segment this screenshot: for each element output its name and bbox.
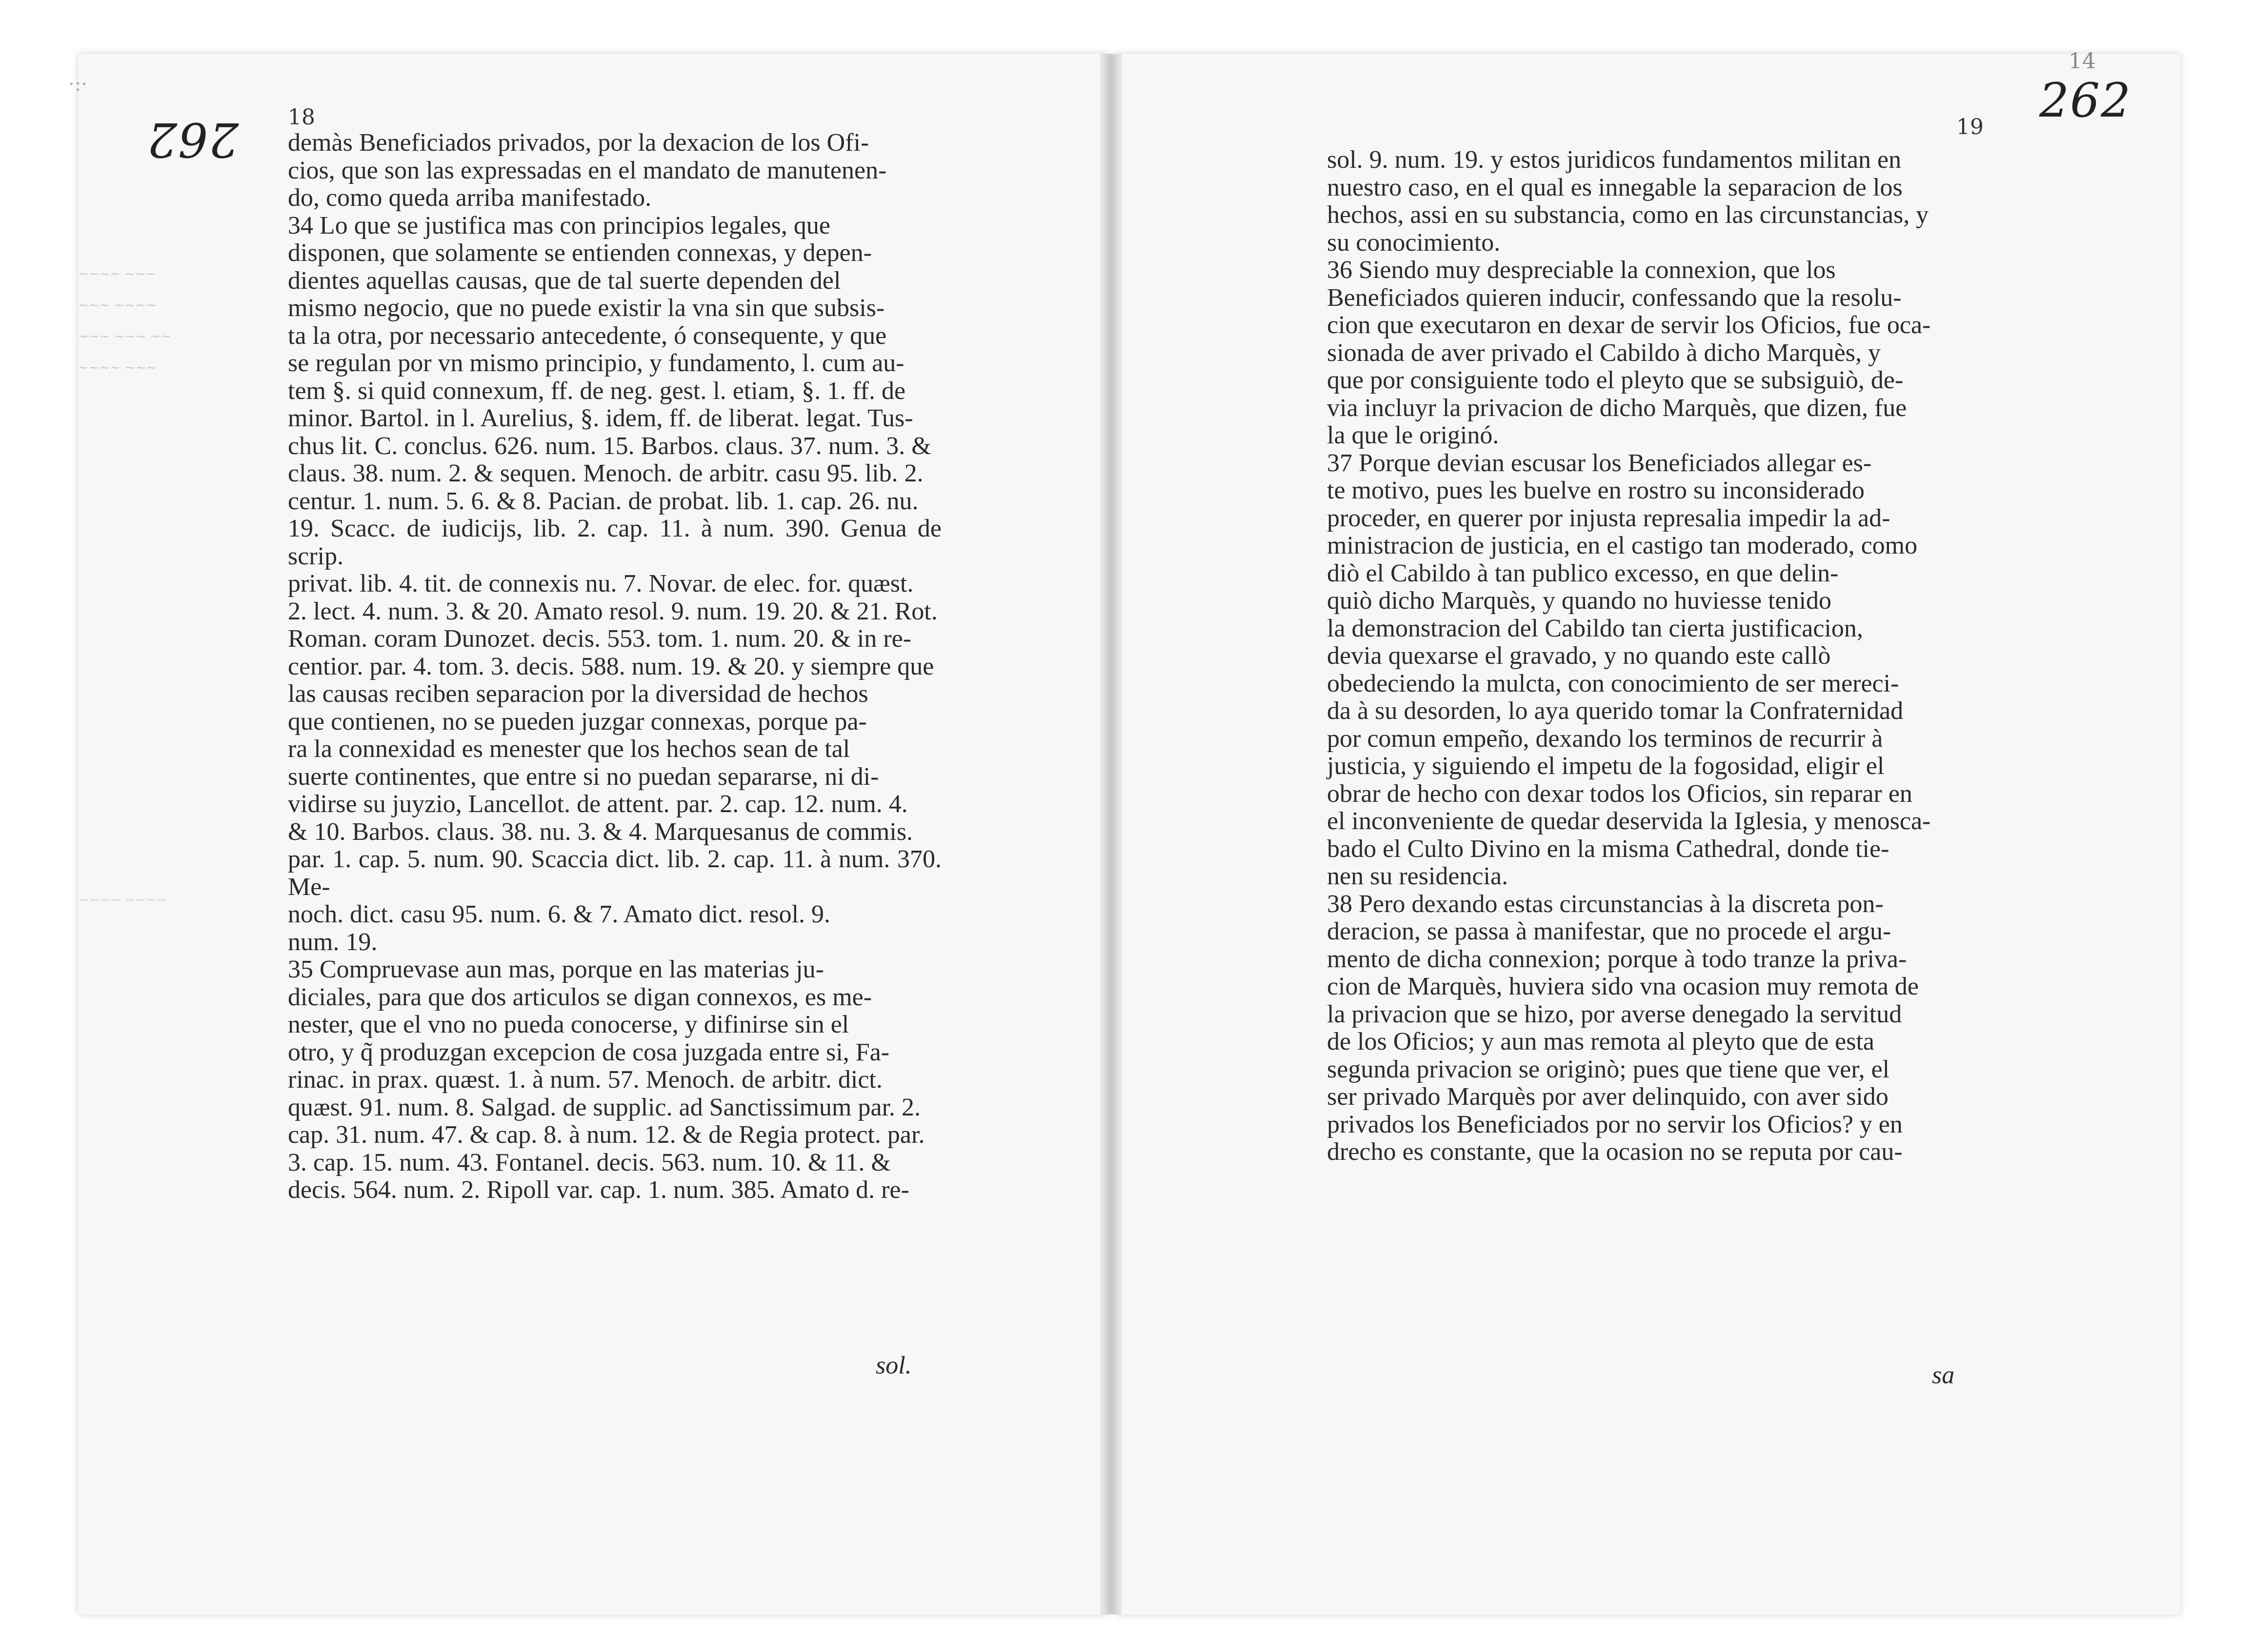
handwritten-folio-left: 262 xyxy=(146,112,239,167)
text-line: mento de dicha connexion; porque à todo tranze la priva- xyxy=(1327,945,1907,973)
text-line: nester, que el vno no pueda conocerse, y difinirse sin el xyxy=(288,1011,849,1038)
text-line: devia quexarse el gravado, y no quando este callò xyxy=(1327,642,1831,670)
text-line: otro, y q̃ produzgan excepcion de cosa juzgada entre si, Fa- xyxy=(288,1038,890,1066)
text-line: quæst. 91. num. 8. Salgad. de supplic. ad Sanctissimum par. 2. xyxy=(288,1093,921,1121)
text-line: suerte continentes, que entre si no puedan separarse, ni di- xyxy=(288,762,879,791)
text-line: privados los Beneficiados por no servir los Oficios? y en xyxy=(1327,1110,1903,1138)
text-line: minor. Bartol. in l. Aurelius, §. idem, ff. de liberat. legat. Tus- xyxy=(288,404,913,432)
text-line: mismo negocio, que no puede existir la vna sin que subsis- xyxy=(288,294,885,322)
text-line: te motivo, pues les buelve en rostro su inconsiderado xyxy=(1327,477,1865,504)
text-line: deracion, se passa à manifestar, que no procede el argu- xyxy=(1327,917,1891,945)
text-line: decis. 564. num. 2. Ripoll var. cap. 1. num. 385. Amato d. re- xyxy=(288,1176,909,1204)
text-line: la privacion que se hizo, por averse denegado la servitud xyxy=(1327,1000,1902,1028)
text-line: cap. 31. num. 47. & cap. 8. à num. 12. & de Regia protect. par. xyxy=(288,1121,925,1149)
text-line: por comun empeño, dexando los terminos de recurrir à xyxy=(1327,724,1883,753)
page-number-right: 19 xyxy=(1956,115,1984,139)
text-line: ra la connexidad es menester que los hechos sean de tal xyxy=(288,735,850,763)
corner-smudge: ·:· xyxy=(68,73,87,96)
text-line: da à su desorden, lo aya querido tomar la Confraternidad xyxy=(1327,697,1904,725)
text-line: demàs Beneficiados privados, por la dexacion de los Ofi- xyxy=(288,129,869,157)
text-line: ta la otra, por necessario antecedente, ó consequente, y que xyxy=(288,321,887,350)
catchword-right: sa xyxy=(1932,1361,1955,1389)
text-line: centur. 1. num. 5. 6. & 8. Pacian. de probat. lib. 1. cap. 26. nu. xyxy=(288,487,919,515)
text-line: 19. Scacc. de iudicijs, lib. 2. cap. 11. à num. 390. Genua de scrip. xyxy=(288,515,942,570)
text-line: 35 Compruevase aun mas, porque en las materias ju- xyxy=(288,955,824,983)
text-line: 38 Pero dexando estas circunstancias à la discreta pon- xyxy=(1327,890,1884,918)
text-line: hechos, assi en su substancia, como en las circunstancias, y xyxy=(1327,201,1929,229)
text-line: que por consiguiente todo el pleyto que se subsiguiò, de- xyxy=(1327,366,1904,394)
text-line: vidirse su juyzio, Lancellot. de attent. par. 2. cap. 12. num. 4. xyxy=(288,790,908,818)
text-line: rinac. in prax. quæst. 1. à num. 57. Menoch. de arbitr. dict. xyxy=(288,1066,883,1094)
text-line: par. 1. cap. 5. num. 90. Scaccia dict. lib. 2. cap. 11. à num. 370. Me- xyxy=(288,845,942,901)
text-line: la que le originó. xyxy=(1327,421,1499,449)
text-line: de los Oficios; y aun mas remota al pleyto que de esta xyxy=(1327,1028,1875,1055)
faded-marginalia-lower: ~~~~ ~~~~ xyxy=(78,893,167,907)
text-line: diò el Cabildo à tan publico excesso, en que delin- xyxy=(1327,559,1839,587)
text-line: proceder, en querer por injusta represalia impedir la ad- xyxy=(1327,504,1890,532)
text-line: privat. lib. 4. tit. de connexis nu. 7. Novar. de elec. for. quæst. xyxy=(288,570,914,597)
text-line: 34 Lo que se justifica mas con principios legales, que xyxy=(288,211,830,239)
text-line: 2. lect. 4. num. 3. & 20. Amato resol. 9. num. 19. 20. & 21. Rot. xyxy=(288,597,938,625)
text-line: sionada de aver privado el Cabildo à dicho Marquès, y xyxy=(1327,338,1881,367)
text-line: nen su residencia. xyxy=(1327,862,1508,890)
text-line: cion que executaron en dexar de servir los Oficios, fue oca- xyxy=(1327,311,1931,339)
text-line: 3. cap. 15. num. 43. Fontanel. decis. 563. num. 10. & 11. & xyxy=(288,1148,891,1176)
text-line: disponen, que solamente se entienden connexas, y depen- xyxy=(288,239,872,267)
text-line: 36 Siendo muy despreciable la connexion, que los xyxy=(1327,256,1836,284)
text-line: noch. dict. casu 95. num. 6. & 7. Amato dict. resol. 9. xyxy=(288,900,831,928)
text-line: num. 19. xyxy=(288,928,378,956)
text-line: cios, que son las expressadas en el mandato de manutenen- xyxy=(288,156,887,184)
text-line: claus. 38. num. 2. & sequen. Menoch. de arbitr. casu 95. lib. 2. xyxy=(288,459,924,487)
text-line: Roman. coram Dunozet. decis. 553. tom. 1. num. 20. & in re- xyxy=(288,625,912,653)
text-line: dientes aquellas causas, que de tal suerte dependen del xyxy=(288,266,841,295)
right-page-text xyxy=(1327,146,1983,1166)
text-line: chus lit. C. conclus. 626. num. 15. Barbos. claus. 37. num. 3. & xyxy=(288,432,931,460)
text-line: sol. 9. num. 19. y estos juridicos fundamentos militan en xyxy=(1327,146,1902,174)
text-line: obedeciendo la mulcta, con conocimiento de ser mereci- xyxy=(1327,669,1899,697)
text-line: nuestro caso, en el qual es innegable la separacion de los xyxy=(1327,173,1903,201)
handwritten-folio-right: 262 xyxy=(2039,73,2132,128)
text-line: tem §. si quid connexum, ff. de neg. gest. l. etiam, §. 1. ff. de xyxy=(288,377,906,405)
text-line: se regulan por vn mismo principio, y fundamento, l. cum au- xyxy=(288,349,904,377)
text-line: do, como queda arriba manifestado. xyxy=(288,184,652,212)
book-gutter xyxy=(1100,54,1122,1614)
text-line: quiò dicho Marquès, y quando no huviesse tenido xyxy=(1327,587,1832,615)
page-number-left: 18 xyxy=(288,105,315,130)
text-line: la demonstracion del Cabildo tan cierta justificacion, xyxy=(1327,614,1863,642)
text-line: el inconveniente de quedar deservida la Iglesia, y menosca- xyxy=(1327,807,1931,835)
text-line: obrar de hecho con dexar todos los Oficios, sin reparar en xyxy=(1327,779,1912,808)
catchword-left: sol. xyxy=(876,1352,912,1379)
text-line: centior. par. 4. tom. 3. decis. 588. num. 19. & 20. y siempre que xyxy=(288,652,934,680)
corner-mark: 14 xyxy=(2069,49,2096,74)
text-line: bado el Culto Divino en la misma Cathedral, donde tie- xyxy=(1327,835,1889,863)
text-line: drecho es constante, que la ocasion no se reputa por cau- xyxy=(1327,1138,1903,1166)
text-line: via incluyr la privacion de dicho Marquès, que dizen, fue xyxy=(1327,394,1907,422)
text-line: segunda privacion se originò; pues que tiene que ver, el xyxy=(1327,1055,1890,1083)
text-line: las causas reciben separacion por la diversidad de hechos xyxy=(288,680,868,708)
text-line: 37 Porque devian escusar los Beneficiados allegar es- xyxy=(1327,449,1872,477)
text-line: & 10. Barbos. claus. 38. nu. 3. & 4. Marquesanus de commis. xyxy=(288,817,913,846)
text-line: ser privado Marquès por aver delinquido, con aver sido xyxy=(1327,1083,1888,1111)
text-line: justicia, y siguiendo el impetu de la fogosidad, eligir el xyxy=(1327,752,1885,780)
left-page-text xyxy=(288,129,942,1204)
text-line: su conocimiento. xyxy=(1327,228,1501,257)
faded-marginalia: ~~~~ ~~~ ~~~ ~~~~ ~~~ ~~~ ~~ ~~~~ ~~~ xyxy=(78,267,171,375)
text-line: Beneficiados quieren inducir, confessando que la resolu- xyxy=(1327,283,1902,312)
text-line: cion de Marquès, huviera sido vna ocasion muy remota de xyxy=(1327,973,1919,1000)
text-line: diciales, para que dos articulos se digan connexos, es me- xyxy=(288,983,872,1011)
text-line: ministracion de justicia, en el castigo tan moderado, como xyxy=(1327,532,1918,559)
text-line: que contienen, no se pueden juzgar connexas, porque pa- xyxy=(288,707,867,736)
